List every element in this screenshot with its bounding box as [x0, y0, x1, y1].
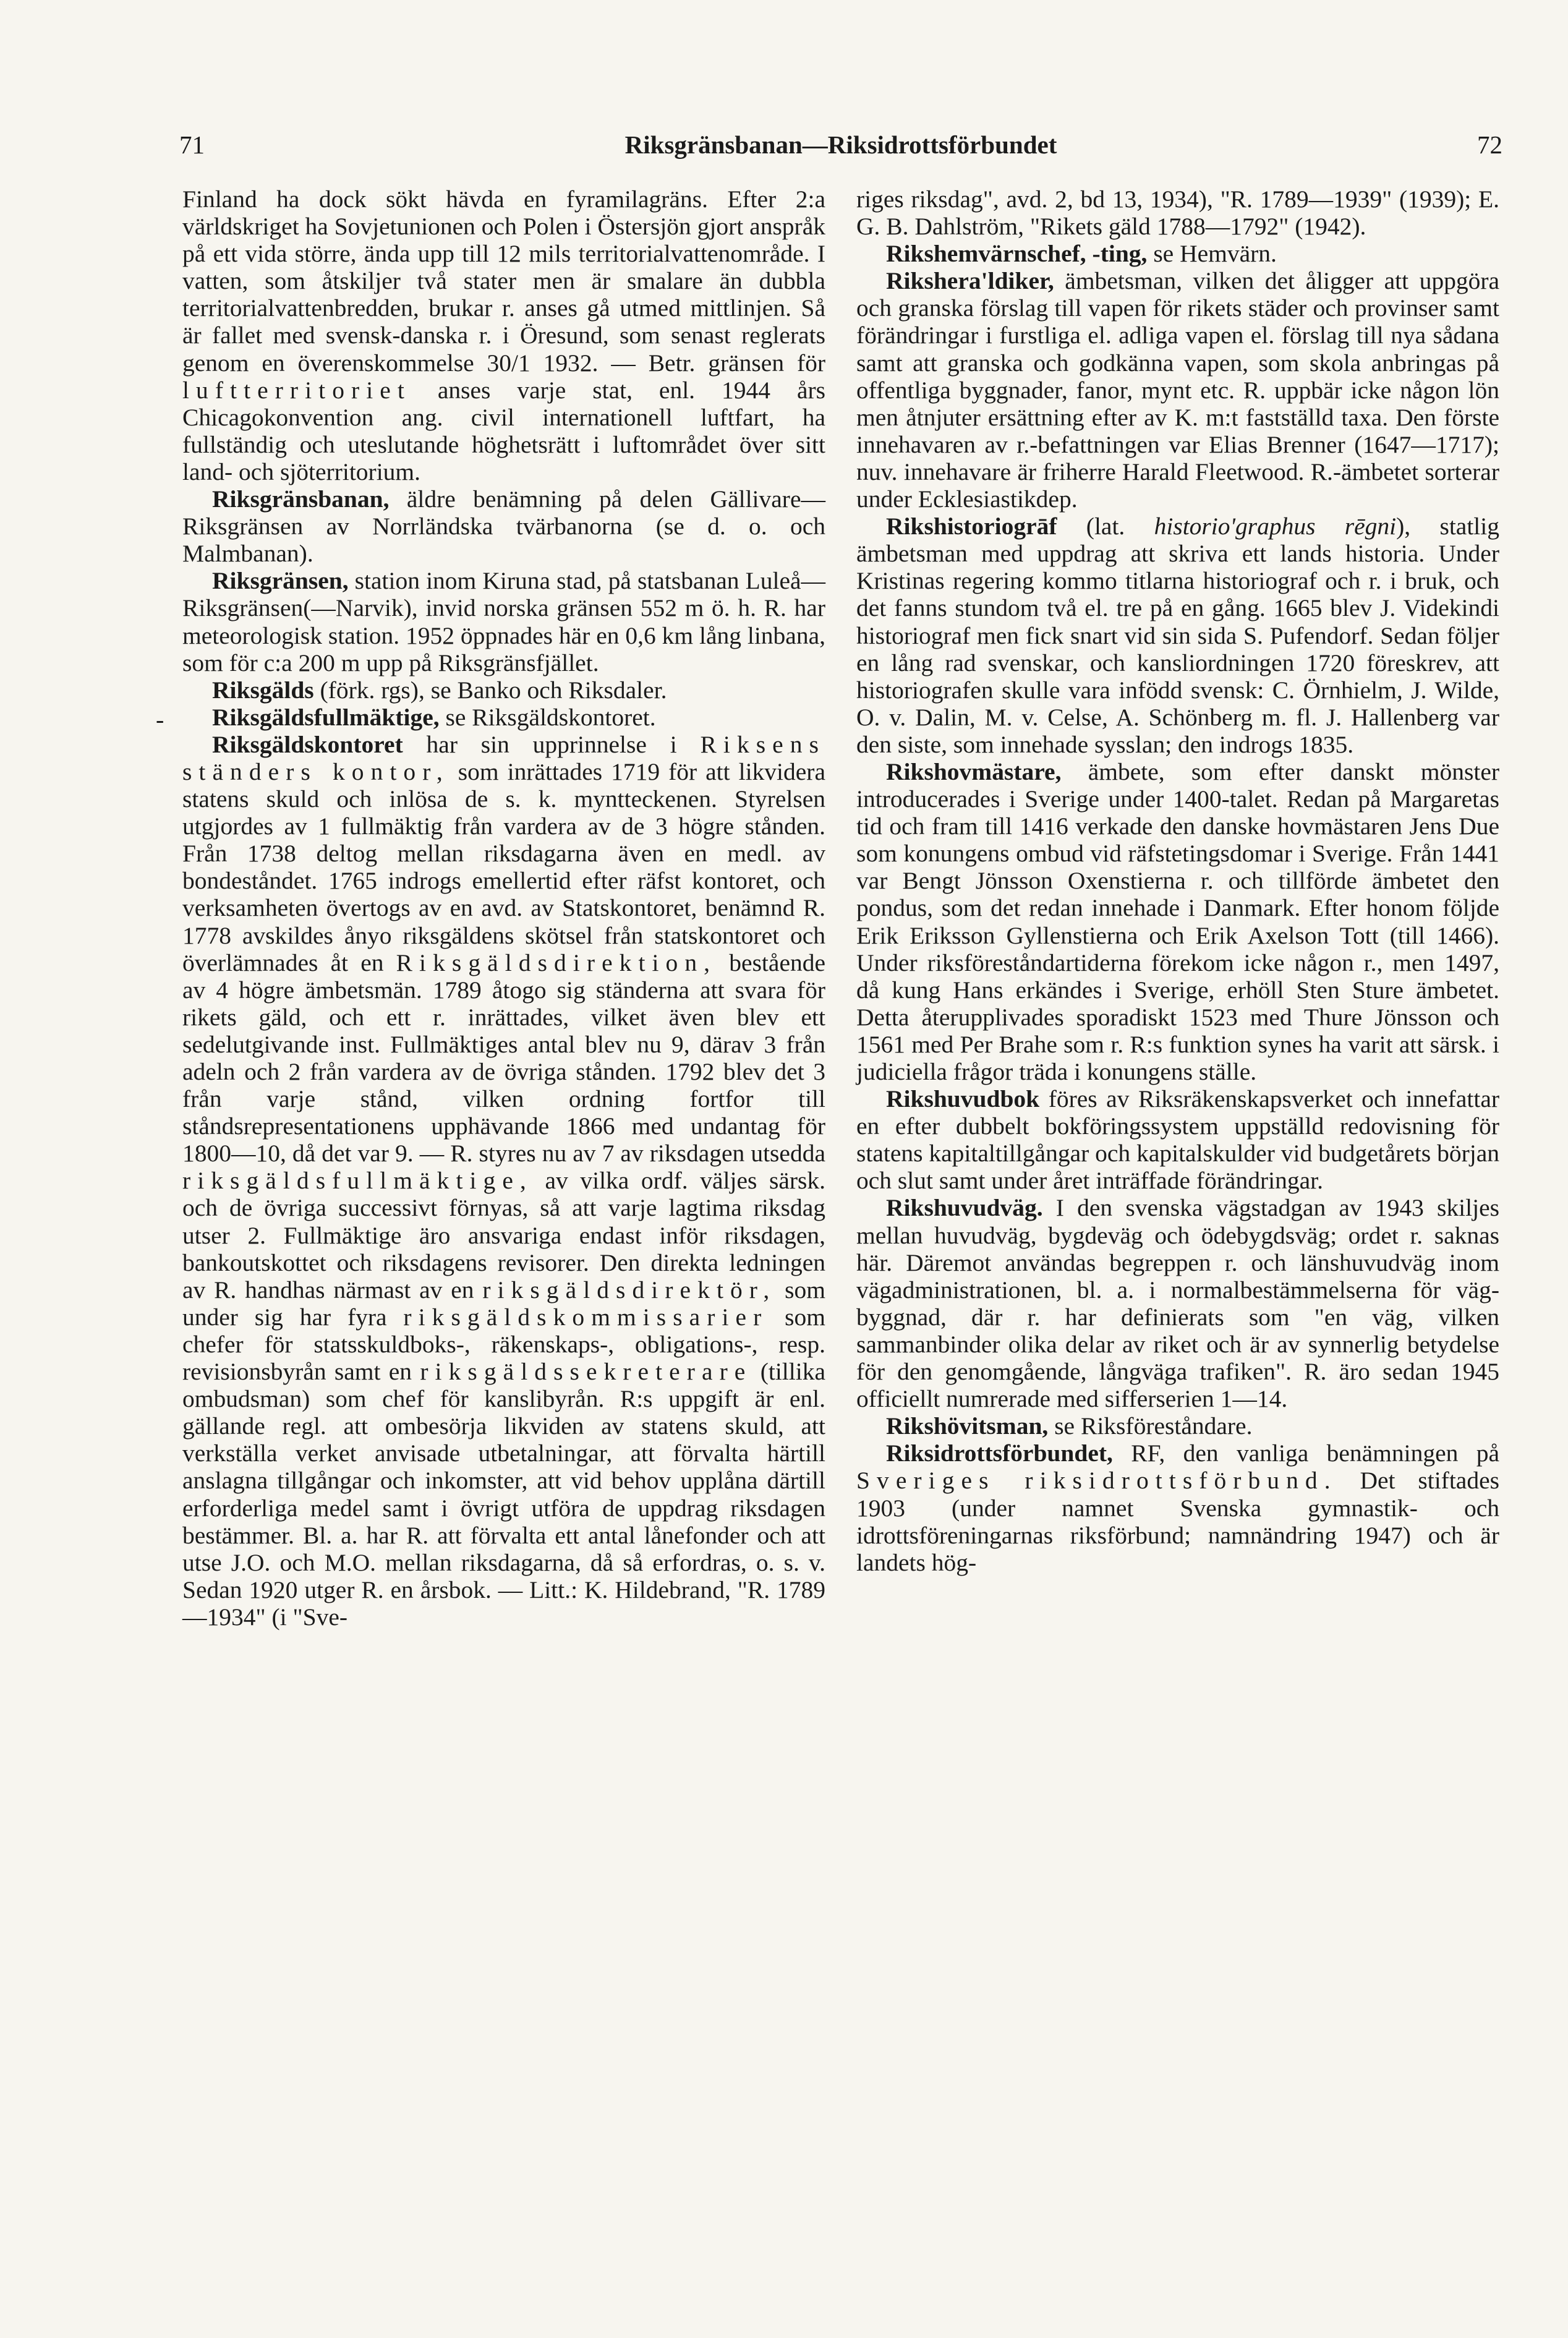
spaced-term: Sveriges riksidrottsförbund. [856, 1467, 1337, 1495]
entry-text: ämbetsman, vilken det åligger att uppgöra och granska förslag till vapen för rikets städer och provinser samt förändringar i furstliga el. adliga vapen el. förslag till nya sådana samt att granska och godkänna vapen, som skola anbringas på offentliga byggnader, fanor, mynt etc. R. uppbär icke någon lön men åtnjuter ersättning efter av K. m:t fastställd taxa. Den förste innehavaren av r.-befattningen var Elias Brenner (1647—1717); nuv. innehavare är friherre Harald Fleetwood. R.-ämbetet sorterar under Ecklesiastikdep. [856, 267, 1499, 513]
spaced-term: Riksens ständers kontor, [182, 730, 826, 785]
entry-headword: Rikshemvärnschef, -ting, [886, 240, 1148, 268]
left-column [182, 186, 825, 1631]
entry-headword: Rikshistoriogrāf [886, 513, 1057, 540]
entry-text: station inom Kiruna stad, på statsbanan Luleå—Riksgränsen(—Narvik), invid norska gränsen 552 m ö. h. R. har meteorologisk station. 1952 öppnades här en 0,6 km lång linbana, som för c:a 200 m upp på Riksgränsfjället. [182, 567, 826, 676]
entry-text: (tillika ombudsman) som chef för kanslibyrån. R:s uppgift är enl. gällande regl. att ombesörja likviden av statens skuld, att verkställa verket anvisade utbetalningar, att förvalta härtill anslagna tillgångar och inkomster, att vid behov upplåna därtill erforderliga medel samt i övrigt utföra de uppdrag riksdagen bestämmer. Bl. a. har R. att förvalta ett antal lånefonder och att utse J.O. och M.O. mellan riksdagarna, då så erfordras, o. s. v. Sedan 1920 utger R. en årsbok. — Litt.: K. Hildebrand, "R. 1789—1934" (i "Sve- [182, 1358, 825, 1631]
spaced-term: riksgäldsdirektör, [482, 1276, 777, 1303]
entry-continuation [182, 186, 825, 485]
entry-continuation [856, 186, 1499, 240]
entry-text: se Riksföreståndare. [1054, 1412, 1253, 1440]
entry-headword: Rikshuvudbok [886, 1085, 1040, 1113]
entry-text: föres av Riksräkenskapsverket och innefattar en efter dubbelt bokföringssystem uppställd redovisning för statens kapitaltillgångar och kapitalskulder vid budgetårets början och slut samt under året inträffade förändringar. [856, 1085, 1500, 1195]
entry-headword: Riksgäldskontoret [212, 730, 403, 758]
entry-text: (lat. [1086, 513, 1125, 540]
entry-headword: Riksgränsbanan, [212, 485, 390, 513]
entry-headword: Rikshuvudväg. [886, 1194, 1043, 1222]
entry-riksgransen [182, 567, 825, 676]
page-number-left: 71 [179, 130, 205, 159]
entry-headword: Riksidrottsförbundet, [886, 1440, 1113, 1467]
entry-text: ), statlig ämbetsman med uppdrag att skriva ett lands historia. Under Kristinas regering kommo titlarna historiograf och r. i bruk, och det fanns stundom två el. tre på en gång. 1665 blev J. Videkindi historiograf men fick snart vid sin sida S. Pufendorf. Sedan följer en lång rad svenskar, och kansliordningen 1720 föreskrev, att historiografen skulle vara infödd svensk: C. Örnhielm, J. Wilde, O. v. Dalin, M. v. Celse, A. Schönberg m. fl. J. Hallenberg var den siste, som innehade sysslan; den indrogs 1835. [856, 513, 1500, 758]
entry-text: Finland ha dock sökt hävda en fyramilagräns. Efter 2:a världskriget ha Sovjetunionen och Polen i Östersjön gjort anspråk på ett vida större, ända upp till 12 mils territorialvattenområde. I vatten, som åtskiljer två stater men är smalare än dubbla territorialvattenbredden, brukar r. anses gå utmed mittlinjen. Så är fallet med svensk-danska r. i Öresund, som senast reglerats genom en överenskommelse 30/1 1932. — Betr. gränsen för [182, 186, 825, 377]
entry-headword: Rikshövitsman, [886, 1412, 1049, 1440]
page-header [179, 130, 1502, 167]
entry-text: se Hemvärn. [1153, 240, 1277, 268]
spaced-term: riksgäldsfullmäktige, [182, 1167, 533, 1195]
spaced-term: luftterritoriet [182, 376, 411, 404]
entry-riksgaldsfullmaktige [182, 704, 825, 731]
entry-text: som chefer för statsskuldboks-, räkenskaps-, obligations-, resp. revisionsbyrån samt en [182, 1303, 826, 1386]
entry-rikshuvudvag [856, 1194, 1499, 1412]
entry-text: bestående av 4 högre ämbetsmän. 1789 åtogo sig ständerna att svara för rikets gäld, och ett r. inrättades, vilket även blev ett sedelutgivande inst. Fullmäktiges antal blev nu 9, därav 3 från adeln och 2 från vardera av de övriga stånden. 1792 blev det 3 från varje stånd, vilken ordning fortfor till ståndsrepresentationens upphävande 1866 med undantag för 1800—10, då det var 9. — R. styres nu av 7 av riksdagen utsedda [182, 949, 826, 1167]
entry-rikshovitsman [856, 1412, 1499, 1440]
entry-text: I den svenska vägstadgan av 1943 skiljes mellan huvudväg, bygdeväg och ödebygdsväg; ordet r. saknas här. Däremot användas begreppen r. och länshuvudväg inom vägadministrationen, bl. a. i normalbestämmelserna för väg-byggnad, där r. har definierats som "en väg, vilken sammanbinder olika delar av riket och är av synnerlig betydelse för den genomgående, långväga trafiken". R. äro sedan 1945 officiellt numrerade med sifferserien 1—14. [856, 1194, 1500, 1413]
right-column [856, 186, 1499, 1576]
page-number-right: 72 [1477, 130, 1502, 159]
entry-riksidrottsforbundet [856, 1440, 1499, 1576]
entry-rikshuvudbok [856, 1085, 1499, 1194]
entry-text: av vilka ordf. väljes särsk. och de övriga successivt förnyas, så att varje lagtima riksdag utser 2. Fullmäktige äro ansvariga endast inför riksdagen, bankoutskottet och riksdagens revisorer. Den direkta ledningen av R. handhas närmast av en [182, 1167, 826, 1303]
entry-text: äldre benämning på delen Gällivare—Riksgränsen av Norrländska tvärbanorna (se d. o. och Malmbanan). [182, 485, 825, 568]
entry-rikshemvarnschef [856, 240, 1499, 267]
entry-riksheraldiker [856, 267, 1499, 513]
entry-rikshovmastare [856, 758, 1499, 1085]
entry-headword: Rikshovmästare, [886, 757, 1062, 785]
margin-mark: - [156, 706, 164, 733]
entry-text: riges riksdag", avd. 2, bd 13, 1934), "R. 1789—1939" (1939); E. G. B. Dahlström, "Rikets gäld 1788—1792" (1942). [856, 186, 1499, 241]
entry-text: se Riksgäldskontoret. [445, 703, 656, 731]
spaced-term: riksgäldskommissarier [403, 1303, 769, 1331]
entry-riksgaldskontoret [182, 731, 825, 1631]
entry-headword: Riksgälds [212, 676, 314, 704]
entry-text: RF, den vanliga benämningen på [1131, 1440, 1499, 1467]
entry-headword: Rikshera'ldiker, [886, 267, 1054, 295]
spaced-term: Riksgäldsdirektion, [396, 949, 717, 976]
entry-text: Det stiftades 1903 (under namnet Svenska gymnastik- och idrottsföreningarnas riksförbund; namnändring 1947) och är landets hög- [856, 1467, 1499, 1576]
entry-text: (förk. rgs), se Banko och Riksdaler. [320, 676, 667, 704]
entry-rikshistoriograf [856, 513, 1499, 758]
latin-term: historio'graphus rēgni [1154, 513, 1397, 540]
entry-headword: Riksgäldsfullmäktige, [212, 703, 440, 731]
spaced-term: riksgäldssekreterare [420, 1358, 752, 1386]
entry-text: ämbete, som efter danskt mönster introducerades i Sverige under 1400-talet. Redan på Margaretas tid och fram till 1416 verkade den danske hovmästaren Jens Due som konungens ombud vid räfstetingsdomar i Sverige. Från 1441 var Bengt Jönsson Oxenstierna r. och tillförde ämbetet den pondus, som det redan innehade i Danmark. Efter honom följde Erik Eriksson Gyllenstierna och Erik Axelson Tott (till 1466). Under riksföreståndartiderna förekom icke någon r., men 1497, då kung Hans erkändes i Sverige, erhöll Sten Sture ämbetet. Detta återupplivades sporadiskt 1523 med Thure Jönsson och 1561 med Per Brahe som r. R:s funktion synes ha varit att särsk. i judiciella frågor träda i konungens ställe. [856, 757, 1500, 1085]
entry-headword: Riksgränsen, [212, 567, 349, 595]
entry-riksgransbanan [182, 485, 825, 567]
running-head: Riksgränsbanan—Riksidrottsförbundet [624, 130, 1057, 159]
entry-text: som under sig har fyra [182, 1276, 826, 1331]
entry-text: som inrättades 1719 för att likvidera statens skuld och inlösa de s. k. myntteckenen. Styrelsen utgjordes av 1 fullmäktig från vardera av de 3 högre stånden. Från 1738 deltog mellan riksdagarna även en medl. av bondeståndet. 1765 indrogs emellertid efter räfst kontoret, och verksamheten övertogs av en avd. av Statskontoret, benämnd R. 1778 avskildes ånyo riksgäldens skötsel från statskontoret och överlämnades åt en [182, 757, 825, 976]
entry-riksgalds [182, 676, 825, 704]
entry-text: har sin upprinnelse i [426, 730, 677, 758]
entry-text: anses varje stat, enl. 1944 års Chicagokonvention ang. civil internationell luftfart, ha fullständig och uteslutande höghetsrätt i luftområdet över sitt land- och sjöterritorium. [182, 376, 826, 485]
